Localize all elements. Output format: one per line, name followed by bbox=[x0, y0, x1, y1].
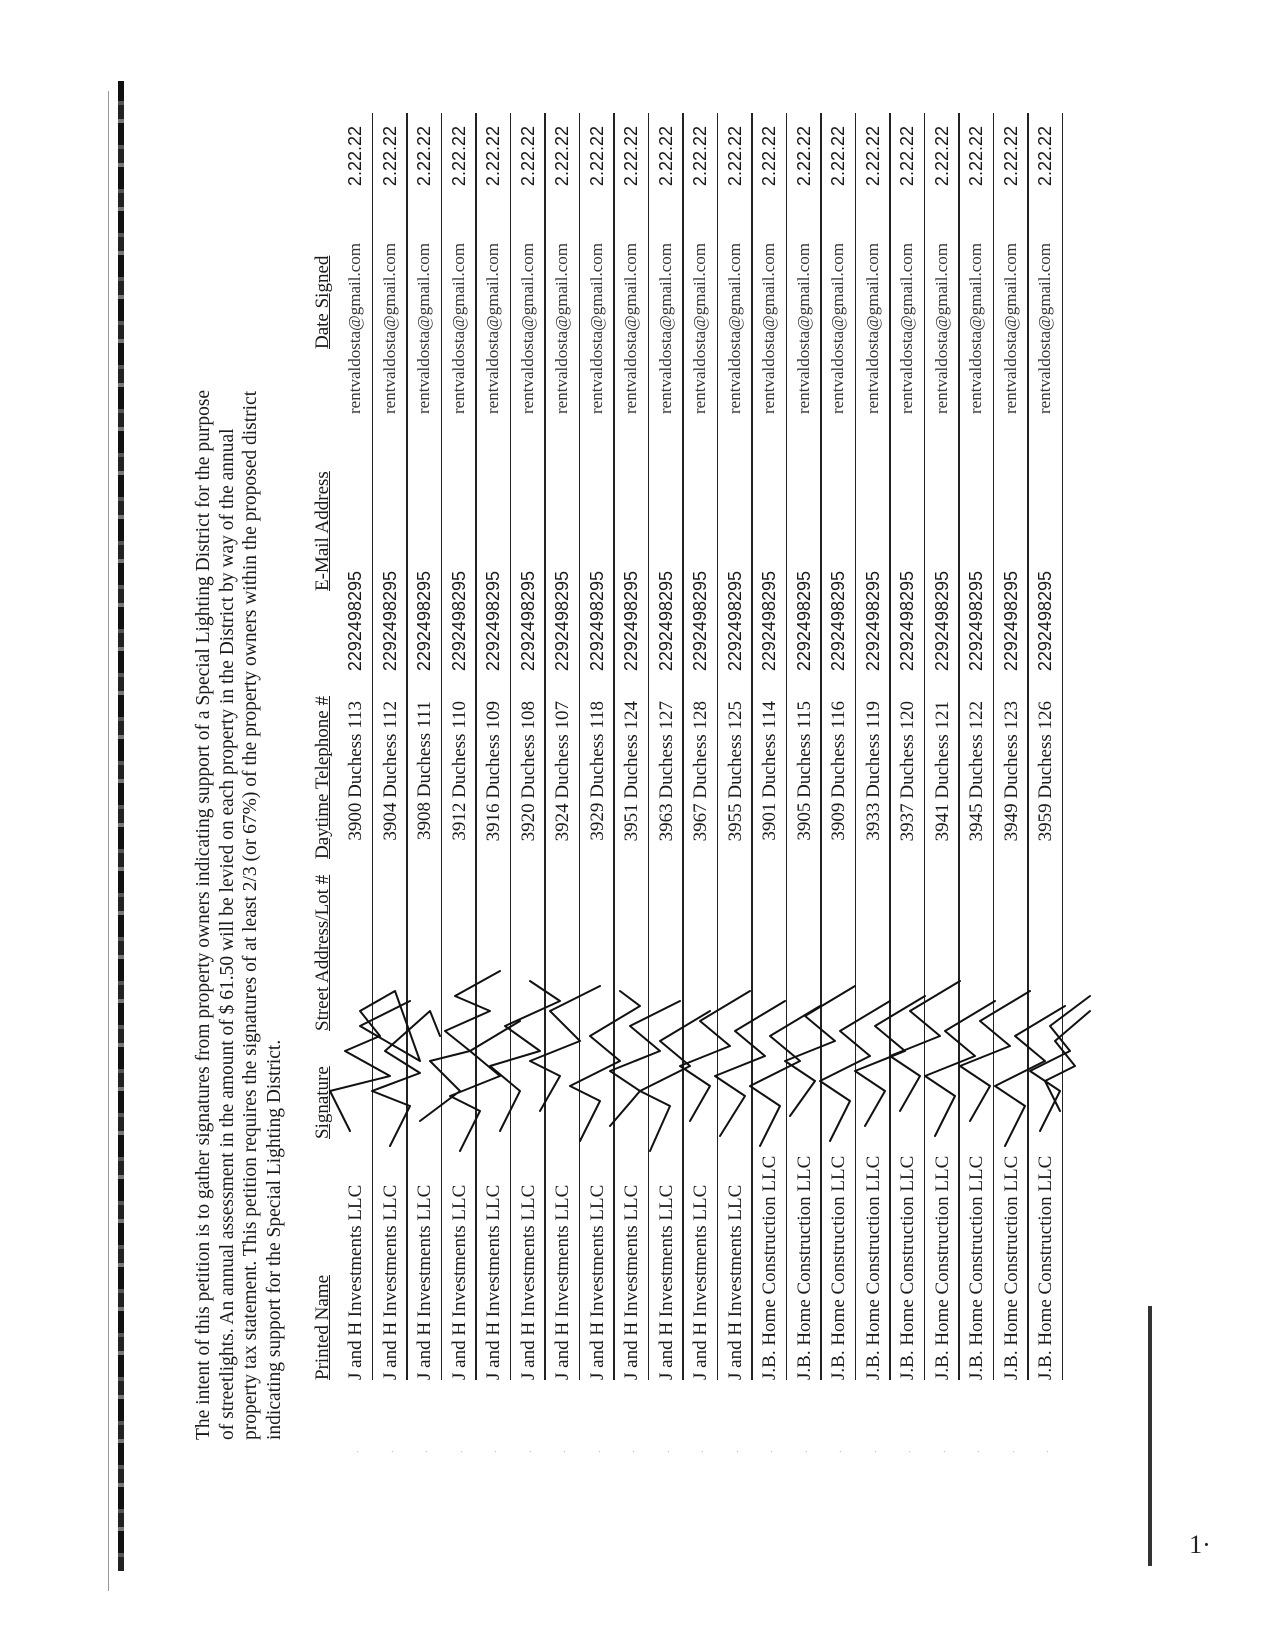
email: rentvaldosta@gmail.com bbox=[345, 243, 364, 414]
date-signed: 2.22.22 bbox=[655, 126, 676, 187]
table-row: . J and H Investments LLC 3904 Duchess 112 2292498295 rentvaldosta@gmail.com 2.22.22 bbox=[374, 93, 408, 1393]
table-row: . J and H Investments LLC 3916 Duchess 109 2292498295 rentvaldosta@gmail.com 2.22.22 bbox=[477, 93, 511, 1393]
date-signed: 2.22.22 bbox=[793, 126, 814, 187]
telephone: 2292498295 bbox=[931, 571, 952, 672]
date-signed: 2.22.22 bbox=[690, 126, 710, 187]
table-row: . J and H Investments LLC 3900 Duchess 113 2292498295 rentvaldosta@gmail.com 2.22.22 bbox=[339, 93, 373, 1393]
street-address: 3909 Duchess 116 bbox=[828, 701, 849, 841]
table-row: . J.B. Home Construction LLC 3949 Duchess 123 2292498295 rentvaldosta@gmail.com 2.22.22 bbox=[995, 93, 1029, 1393]
printed-name: J and H Investments LLC bbox=[448, 1184, 470, 1380]
email: rentvaldosta@gmail.com bbox=[483, 243, 502, 414]
telephone: 2292498295 bbox=[1000, 571, 1021, 672]
table-row: . J.B. Home Construction LLC 3909 Duchess 116 2292498295 rentvaldosta@gmail.com 2.22.22 bbox=[822, 93, 856, 1393]
street-address: 3912 Duchess 110 bbox=[448, 701, 470, 841]
printed-name: J.B. Home Construction LLC bbox=[966, 1155, 987, 1380]
telephone: 2292498295 bbox=[379, 571, 400, 672]
printed-name: J and H Investments LLC bbox=[345, 1184, 366, 1380]
handwritten-page-mark: 1· bbox=[1189, 1530, 1211, 1560]
date-signed: 2.22.22 bbox=[931, 126, 952, 187]
email: rentvaldosta@gmail.com bbox=[724, 243, 744, 414]
printed-name: J.B. Home Construction LLC bbox=[1035, 1155, 1056, 1380]
email: rentvaldosta@gmail.com bbox=[828, 243, 847, 414]
street-address: 3937 Duchess 120 bbox=[897, 701, 918, 842]
street-address: 3941 Duchess 121 bbox=[931, 701, 953, 842]
telephone: 2292498295 bbox=[759, 571, 779, 672]
printed-name: J.B. Home Construction LLC bbox=[931, 1155, 953, 1380]
date-signed: 2.22.22 bbox=[379, 126, 400, 187]
street-address: 3924 Duchess 107 bbox=[552, 701, 573, 842]
email: rentvaldosta@gmail.com bbox=[759, 243, 778, 414]
table-row: . J.B. Home Construction LLC 3905 Duchess 115 2292498295 rentvaldosta@gmail.com 2.22.22 bbox=[788, 93, 822, 1393]
printed-name: J.B. Home Construction LLC bbox=[1000, 1155, 1022, 1380]
table-row: . J.B. Home Construction LLC 3933 Duchess 119 2292498295 rentvaldosta@gmail.com 2.22.22 bbox=[857, 93, 891, 1393]
street-address: 3900 Duchess 113 bbox=[345, 701, 366, 841]
street-address: 3908 Duchess 111 bbox=[414, 701, 435, 840]
table-row: . J.B. Home Construction LLC 3937 Duchess 120 2292498295 rentvaldosta@gmail.com 2.22.22 bbox=[891, 93, 925, 1393]
telephone: 2292498295 bbox=[655, 571, 676, 672]
street-address: 3955 Duchess 125 bbox=[724, 701, 746, 842]
column-header-telephone: Daytime Telephone # bbox=[312, 696, 333, 859]
column-header-date-signed: Date Signed bbox=[312, 255, 333, 349]
printed-name: J and H Investments LLC bbox=[586, 1184, 608, 1380]
column-header-email: E-Mail Address bbox=[312, 471, 333, 591]
column-header-printed-name: Printed Name bbox=[312, 1274, 333, 1380]
telephone: 2292498295 bbox=[862, 571, 883, 672]
date-signed: 2.22.22 bbox=[759, 126, 779, 187]
street-address: 3959 Duchess 126 bbox=[1035, 701, 1056, 842]
date-signed: 2.22.22 bbox=[552, 126, 572, 187]
date-signed: 2.22.22 bbox=[586, 126, 607, 187]
printed-name: J.B. Home Construction LLC bbox=[759, 1155, 780, 1380]
intro-line: of streetlights. An annual assessment in the amount of $ 61.50 will be levied on each property in the District by way of the annual bbox=[216, 428, 238, 1440]
telephone: 2292498295 bbox=[552, 571, 572, 672]
intro-line: The intent of this petition is to gather signatures from property owners indicating support of a Special Lighting District for the purpose bbox=[193, 389, 214, 1440]
printed-name: J and H Investments LLC bbox=[379, 1184, 401, 1380]
email: rentvaldosta@gmail.com bbox=[517, 243, 537, 414]
table-row: . J and H Investments LLC 3955 Duchess 125 2292498295 rentvaldosta@gmail.com 2.22.22 bbox=[719, 93, 753, 1393]
telephone: 2292498295 bbox=[517, 571, 538, 672]
email: rentvaldosta@gmail.com bbox=[586, 243, 606, 414]
street-address: 3963 Duchess 127 bbox=[655, 701, 677, 842]
table-row: . J.B. Home Construction LLC 3941 Duchess 121 2292498295 rentvaldosta@gmail.com 2.22.22 bbox=[926, 93, 960, 1393]
email: rentvaldosta@gmail.com bbox=[379, 243, 399, 414]
email: rentvaldosta@gmail.com bbox=[414, 243, 433, 414]
telephone: 2292498295 bbox=[414, 571, 434, 672]
telephone: 2292498295 bbox=[724, 571, 745, 672]
column-header-street-address: Street Address/Lot # bbox=[312, 874, 333, 1031]
email: rentvaldosta@gmail.com bbox=[448, 243, 468, 414]
telephone: 2292498295 bbox=[828, 571, 848, 672]
date-signed: 2.22.22 bbox=[897, 126, 917, 187]
printed-name: J.B. Home Construction LLC bbox=[828, 1155, 849, 1380]
telephone: 2292498295 bbox=[586, 571, 607, 672]
date-signed: 2.22.22 bbox=[448, 126, 469, 187]
telephone: 2292498295 bbox=[448, 571, 469, 672]
intro-line: indicating support for the Special Lighting District. bbox=[263, 1039, 285, 1440]
street-address: 3901 Duchess 114 bbox=[759, 701, 780, 841]
date-signed: 2.22.22 bbox=[1000, 126, 1021, 187]
table-row: . J.B. Home Construction LLC 3959 Duchess 126 2292498295 rentvaldosta@gmail.com 2.22.22 bbox=[1029, 93, 1063, 1393]
table-row: . J and H Investments LLC 3912 Duchess 110 2292498295 rentvaldosta@gmail.com 2.22.22 bbox=[443, 93, 477, 1393]
date-signed: 2.22.22 bbox=[862, 126, 883, 187]
date-signed: 2.22.22 bbox=[724, 126, 745, 187]
printed-name: J.B. Home Construction LLC bbox=[793, 1155, 815, 1380]
street-address: 3945 Duchess 122 bbox=[966, 701, 987, 842]
date-signed: 2.22.22 bbox=[483, 126, 503, 187]
table-row: . J and H Investments LLC 3963 Duchess 127 2292498295 rentvaldosta@gmail.com 2.22.22 bbox=[650, 93, 684, 1393]
street-address: 3967 Duchess 128 bbox=[690, 701, 711, 842]
printed-name: J and H Investments LLC bbox=[621, 1184, 642, 1380]
printed-name: J and H Investments LLC bbox=[655, 1184, 677, 1380]
printed-name: J.B. Home Construction LLC bbox=[862, 1155, 884, 1380]
date-signed: 2.22.22 bbox=[1035, 126, 1055, 187]
table-row: . J.B. Home Construction LLC 3945 Duchess 122 2292498295 rentvaldosta@gmail.com 2.22.22 bbox=[960, 93, 994, 1393]
date-signed: 2.22.22 bbox=[966, 126, 986, 187]
column-header-signature: Signature bbox=[312, 1066, 333, 1139]
telephone: 2292498295 bbox=[483, 571, 503, 672]
printed-name: J and H Investments LLC bbox=[724, 1184, 746, 1380]
email: rentvaldosta@gmail.com bbox=[552, 243, 571, 414]
date-signed: 2.22.22 bbox=[345, 126, 365, 187]
table-row: . J and H Investments LLC 3908 Duchess 111 2292498295 rentvaldosta@gmail.com 2.22.22 bbox=[408, 93, 442, 1393]
street-address: 3951 Duchess 124 bbox=[621, 701, 642, 842]
street-address: 3920 Duchess 108 bbox=[517, 701, 539, 842]
telephone: 2292498295 bbox=[345, 571, 365, 672]
table-row: . J and H Investments LLC 3924 Duchess 107 2292498295 rentvaldosta@gmail.com 2.22.22 bbox=[546, 93, 580, 1393]
email: rentvaldosta@gmail.com bbox=[966, 243, 985, 414]
email: rentvaldosta@gmail.com bbox=[690, 243, 709, 414]
table-row: . J and H Investments LLC 3967 Duchess 128 2292498295 rentvaldosta@gmail.com 2.22.22 bbox=[684, 93, 718, 1393]
email: rentvaldosta@gmail.com bbox=[793, 243, 813, 414]
street-address: 3904 Duchess 112 bbox=[379, 701, 401, 841]
email: rentvaldosta@gmail.com bbox=[897, 243, 916, 414]
printed-name: J and H Investments LLC bbox=[690, 1184, 711, 1380]
email: rentvaldosta@gmail.com bbox=[931, 243, 951, 414]
street-address: 3949 Duchess 123 bbox=[1000, 701, 1022, 842]
table-row: . J and H Investments LLC 3929 Duchess 118 2292498295 rentvaldosta@gmail.com 2.22.22 bbox=[581, 93, 615, 1393]
email: rentvaldosta@gmail.com bbox=[862, 243, 882, 414]
printed-name: J and H Investments LLC bbox=[517, 1184, 539, 1380]
email: rentvaldosta@gmail.com bbox=[655, 243, 675, 414]
email: rentvaldosta@gmail.com bbox=[1035, 243, 1054, 414]
telephone: 2292498295 bbox=[1035, 571, 1055, 672]
date-signed: 2.22.22 bbox=[828, 126, 848, 187]
email: rentvaldosta@gmail.com bbox=[621, 243, 640, 414]
printed-name: J and H Investments LLC bbox=[414, 1184, 435, 1380]
email: rentvaldosta@gmail.com bbox=[1000, 243, 1020, 414]
telephone: 2292498295 bbox=[897, 571, 917, 672]
street-address: 3929 Duchess 118 bbox=[586, 701, 608, 841]
table-row: . J and H Investments LLC 3920 Duchess 108 2292498295 rentvaldosta@gmail.com 2.22.22 bbox=[512, 93, 546, 1393]
printed-name: J.B. Home Construction LLC bbox=[897, 1155, 918, 1380]
date-signed: 2.22.22 bbox=[414, 126, 434, 187]
telephone: 2292498295 bbox=[793, 571, 814, 672]
telephone: 2292498295 bbox=[621, 571, 641, 672]
printed-name: J and H Investments LLC bbox=[483, 1184, 504, 1380]
street-address: 3905 Duchess 115 bbox=[793, 701, 815, 841]
table-row: . J.B. Home Construction LLC 3901 Duchess 114 2292498295 rentvaldosta@gmail.com 2.22.22 bbox=[753, 93, 787, 1393]
table-row: . J and H Investments LLC 3951 Duchess 124 2292498295 rentvaldosta@gmail.com 2.22.22 bbox=[615, 93, 649, 1393]
street-address: 3933 Duchess 119 bbox=[862, 701, 884, 841]
printed-name: J and H Investments LLC bbox=[552, 1184, 573, 1380]
telephone: 2292498295 bbox=[690, 571, 710, 672]
date-signed: 2.22.22 bbox=[517, 126, 538, 187]
street-address: 3916 Duchess 109 bbox=[483, 701, 504, 842]
date-signed: 2.22.22 bbox=[621, 126, 641, 187]
telephone: 2292498295 bbox=[966, 571, 986, 672]
intro-line: property tax statement. This petition requires the signatures of at least 2/3 (or 67%) of the property owners within the proposed district bbox=[240, 390, 261, 1440]
